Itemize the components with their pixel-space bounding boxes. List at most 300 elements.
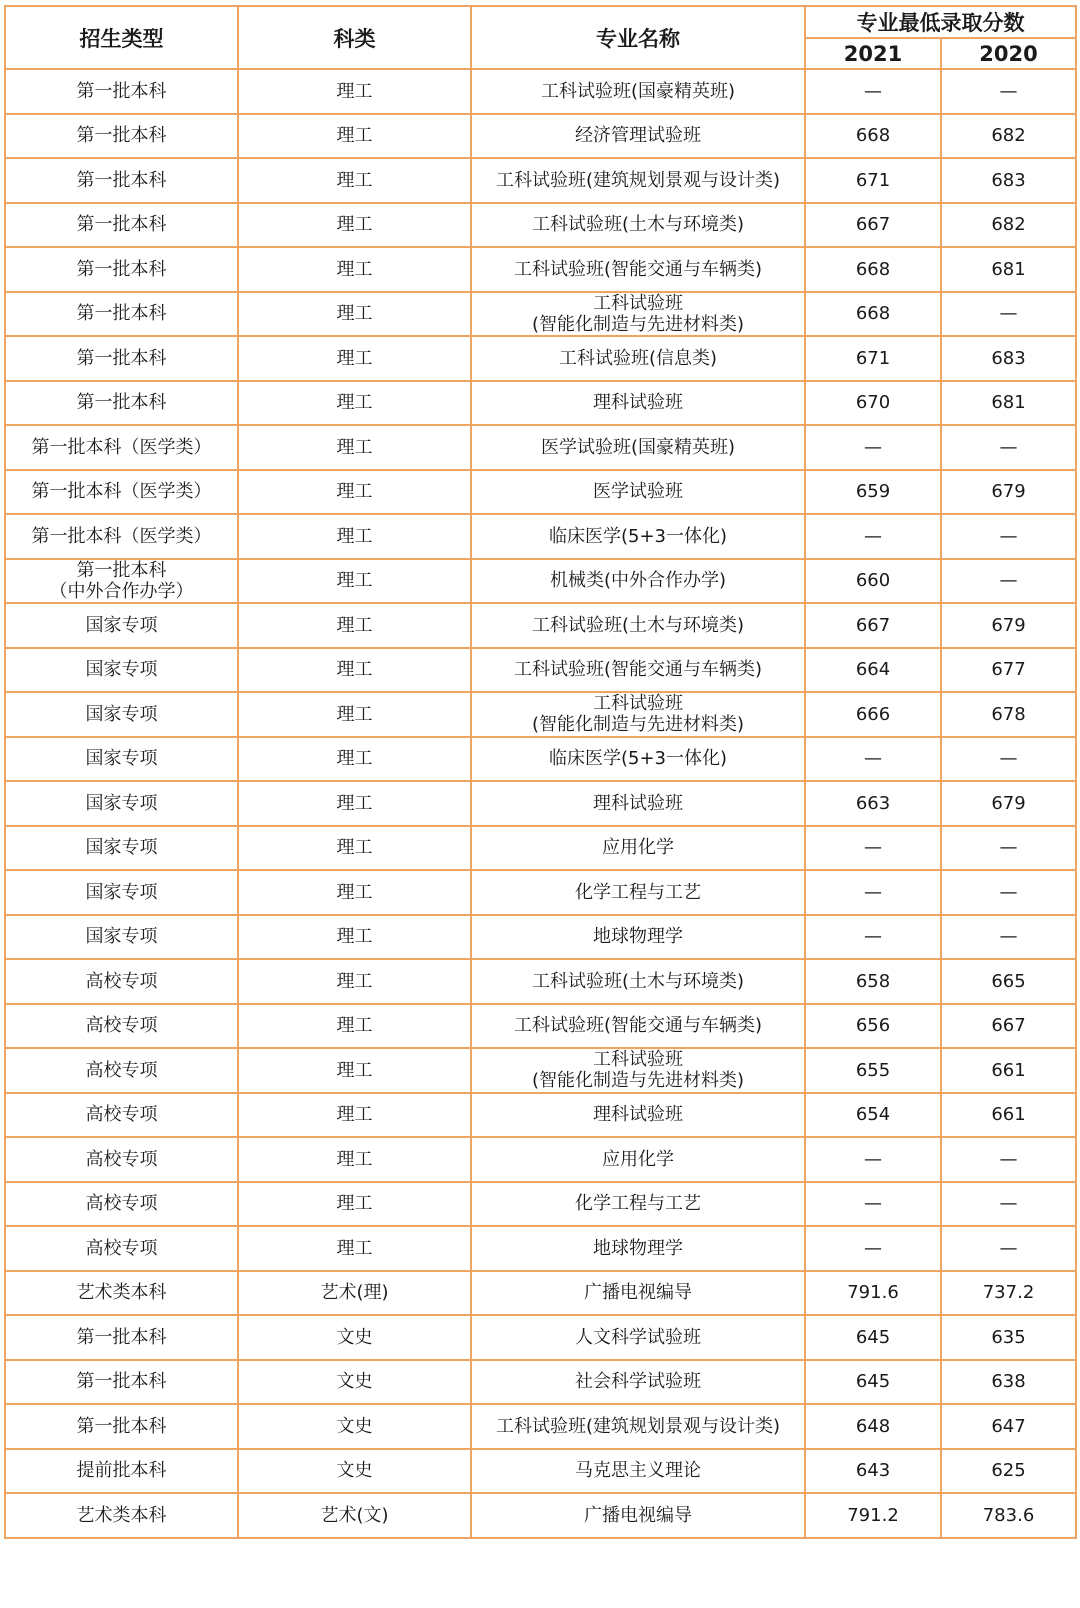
cell-major-name-text: (智能化制造与先进材料类) <box>531 1070 745 1092</box>
table-row <box>5 292 1076 337</box>
table-row <box>5 870 1076 915</box>
table-row <box>5 1315 1076 1360</box>
cell-subject-category-text: 理工 <box>336 748 373 770</box>
cell-score-2020 <box>941 603 1076 648</box>
cell-score-2020-text: — <box>999 926 1018 948</box>
table-row <box>5 425 1076 470</box>
cell-score-2021 <box>805 559 941 604</box>
cell-major-name <box>471 425 805 470</box>
cell-admission-type <box>5 381 238 426</box>
cell-subject-category-text: 理工 <box>336 481 373 503</box>
cell-admission-type <box>5 1182 238 1227</box>
cell-subject-category <box>238 69 471 114</box>
cell-score-2020-text: — <box>999 436 1018 458</box>
cell-subject-category-text: 理工 <box>336 792 373 814</box>
cell-subject-category-text: 理工 <box>336 1015 373 1037</box>
cell-admission-type-text: 高校专项 <box>85 1015 158 1037</box>
table-row <box>5 114 1076 159</box>
cell-admission-type-text: 第一批本科（医学类） <box>31 525 212 547</box>
cell-subject-category <box>238 514 471 559</box>
cell-admission-type <box>5 1493 238 1538</box>
cell-subject-category <box>238 1004 471 1049</box>
cell-score-2020 <box>941 915 1076 960</box>
cell-score-2021 <box>805 1137 941 1182</box>
cell-subject-category-text: 理工 <box>336 1148 373 1170</box>
cell-score-2020-text: — <box>999 1148 1018 1170</box>
cell-admission-type-text: 艺术类本科 <box>76 1282 167 1304</box>
cell-admission-type <box>5 959 238 1004</box>
cell-major-name-text: 临床医学(5+3一体化) <box>548 748 728 770</box>
cell-subject-category <box>238 959 471 1004</box>
cell-major-name-text: 广播电视编导 <box>584 1504 692 1526</box>
cell-admission-type-text: 第一批本科 <box>76 125 167 147</box>
cell-score-2021-text: — <box>864 1148 882 1170</box>
table-row <box>5 1004 1076 1049</box>
cell-score-2021 <box>805 1004 941 1049</box>
cell-admission-type-text: 第一批本科 <box>76 347 167 369</box>
cell-major-name-text: 工科试验班 <box>593 693 683 715</box>
cell-score-2021-text: 671 <box>855 169 891 191</box>
cell-major-name-text: 理科试验班 <box>593 1104 683 1126</box>
cell-score-2020-text: — <box>999 570 1018 592</box>
table-row <box>5 158 1076 203</box>
admission-score-table <box>4 5 1077 1539</box>
cell-major-name <box>471 381 805 426</box>
cell-major-name <box>471 870 805 915</box>
cell-subject-category-text: 理工 <box>336 214 373 236</box>
cell-subject-category <box>238 1493 471 1538</box>
cell-score-2020-text: — <box>999 525 1018 547</box>
cell-score-2020-text: — <box>999 80 1018 102</box>
cell-score-2020-text: — <box>999 1237 1018 1259</box>
cell-major-name <box>471 737 805 782</box>
cell-score-2020 <box>941 1182 1076 1227</box>
cell-subject-category <box>238 1315 471 1360</box>
cell-score-2020-text: — <box>999 881 1018 903</box>
cell-major-name-text: 机械类(中外合作办学) <box>549 570 727 592</box>
cell-score-2020 <box>941 470 1076 515</box>
cell-subject-category-text: 理工 <box>336 347 373 369</box>
cell-admission-type <box>5 336 238 381</box>
cell-major-name-text: 工科试验班(土木与环境类) <box>531 614 745 636</box>
cell-admission-type <box>5 559 238 604</box>
cell-major-name-text: 工科试验班(智能交通与车辆类) <box>513 258 763 280</box>
table-row <box>5 1449 1076 1494</box>
cell-score-2021-text: — <box>864 436 882 458</box>
cell-admission-type <box>5 69 238 114</box>
cell-admission-type-text: （中外合作办学） <box>49 580 194 602</box>
cell-score-2021-text: 668 <box>855 125 891 147</box>
cell-major-name <box>471 470 805 515</box>
cell-score-2020-text: 677 <box>991 659 1026 681</box>
cell-admission-type <box>5 1271 238 1316</box>
cell-major-name <box>471 1093 805 1138</box>
cell-admission-type-text: 第一批本科 <box>76 80 167 102</box>
cell-score-2021 <box>805 1360 941 1405</box>
cell-admission-type-text: 国家专项 <box>85 614 158 636</box>
table-row <box>5 1360 1076 1405</box>
cell-score-2021-text: — <box>864 881 882 903</box>
cell-score-2020-text: 661 <box>991 1059 1026 1081</box>
table-row <box>5 603 1076 648</box>
cell-score-2020 <box>941 1315 1076 1360</box>
cell-major-name <box>471 336 805 381</box>
cell-score-2021 <box>805 336 941 381</box>
table-row <box>5 737 1076 782</box>
cell-score-2020 <box>941 247 1076 292</box>
cell-score-2020-text: 683 <box>991 169 1026 191</box>
cell-admission-type-text: 高校专项 <box>85 1104 158 1126</box>
cell-score-2020 <box>941 514 1076 559</box>
cell-major-name-text: 工科试验班(土木与环境类) <box>531 214 745 236</box>
cell-subject-category <box>238 1404 471 1449</box>
cell-admission-type-text: 第一批本科 <box>76 214 167 236</box>
cell-score-2021 <box>805 870 941 915</box>
cell-subject-category <box>238 559 471 604</box>
cell-score-2020 <box>941 336 1076 381</box>
cell-admission-type <box>5 470 238 515</box>
cell-score-2021-text: 667 <box>855 614 891 636</box>
cell-score-2021-text: 648 <box>855 1415 891 1437</box>
cell-subject-category <box>238 1093 471 1138</box>
cell-subject-category <box>238 603 471 648</box>
cell-score-2021-text: 668 <box>855 303 891 325</box>
cell-major-name-text: 经济管理试验班 <box>575 125 701 147</box>
cell-subject-category <box>238 1449 471 1494</box>
cell-score-2021 <box>805 425 941 470</box>
cell-admission-type-text: 国家专项 <box>85 748 158 770</box>
cell-score-2021-text: 666 <box>855 703 891 725</box>
cell-major-name-text: 工科试验班(国豪精英班) <box>540 80 736 102</box>
cell-admission-type-text: 第一批本科 <box>76 1371 167 1393</box>
cell-admission-type-text: 提前批本科 <box>76 1460 167 1482</box>
cell-admission-type <box>5 692 238 737</box>
cell-score-2021-text: — <box>864 748 882 770</box>
cell-admission-type <box>5 1048 238 1093</box>
cell-score-2021 <box>805 470 941 515</box>
table-row <box>5 1226 1076 1271</box>
cell-score-2020 <box>941 1360 1076 1405</box>
table-row <box>5 1493 1076 1538</box>
cell-major-name-text: (智能化制造与先进材料类) <box>531 313 745 335</box>
cell-major-name <box>471 826 805 871</box>
cell-major-name-text: 工科试验班(信息类) <box>558 347 718 369</box>
cell-admission-type <box>5 292 238 337</box>
cell-score-2020-text: 737.2 <box>982 1282 1035 1304</box>
cell-score-2021 <box>805 1493 941 1538</box>
cell-admission-type-text: 国家专项 <box>85 792 158 814</box>
cell-score-2020-text: 667 <box>991 1015 1026 1037</box>
header-min-score-group: 专业最低录取分数 <box>805 6 1076 38</box>
cell-score-2021 <box>805 381 941 426</box>
cell-score-2020 <box>941 1449 1076 1494</box>
cell-score-2020 <box>941 1404 1076 1449</box>
cell-major-name-text: 工科试验班(土木与环境类) <box>531 970 745 992</box>
table-row <box>5 826 1076 871</box>
cell-admission-type-text: 第一批本科 <box>76 392 167 414</box>
cell-score-2020 <box>941 1271 1076 1316</box>
cell-score-2020 <box>941 692 1076 737</box>
cell-admission-type <box>5 1360 238 1405</box>
cell-subject-category-text: 理工 <box>336 1237 373 1259</box>
cell-admission-type-text: 高校专项 <box>85 970 158 992</box>
cell-subject-category <box>238 781 471 826</box>
cell-subject-category <box>238 114 471 159</box>
cell-subject-category-text: 艺术(文) <box>320 1504 389 1526</box>
cell-score-2021 <box>805 959 941 1004</box>
table-row <box>5 1271 1076 1316</box>
cell-score-2020 <box>941 114 1076 159</box>
cell-score-2021 <box>805 514 941 559</box>
cell-major-name <box>471 1271 805 1316</box>
cell-score-2020 <box>941 425 1076 470</box>
cell-admission-type-text: 第一批本科（医学类） <box>31 436 212 458</box>
cell-admission-type-text: 高校专项 <box>85 1193 158 1215</box>
cell-major-name-text: 社会科学试验班 <box>575 1371 701 1393</box>
cell-score-2020-text: 625 <box>991 1460 1026 1482</box>
cell-subject-category <box>238 1182 471 1227</box>
table-row <box>5 470 1076 515</box>
cell-score-2020 <box>941 292 1076 337</box>
table-row <box>5 1404 1076 1449</box>
cell-major-name <box>471 959 805 1004</box>
cell-admission-type <box>5 781 238 826</box>
cell-major-name <box>471 514 805 559</box>
cell-subject-category-text: 理工 <box>336 970 373 992</box>
cell-score-2020 <box>941 381 1076 426</box>
cell-major-name <box>471 292 805 337</box>
table-header <box>5 6 1076 69</box>
cell-subject-category-text: 理工 <box>336 1104 373 1126</box>
cell-score-2020 <box>941 559 1076 604</box>
cell-admission-type <box>5 603 238 648</box>
table-row <box>5 514 1076 559</box>
cell-score-2020 <box>941 826 1076 871</box>
cell-score-2021-text: 791.6 <box>847 1282 899 1304</box>
cell-admission-type <box>5 1004 238 1049</box>
cell-score-2021 <box>805 1226 941 1271</box>
cell-subject-category-text: 艺术(理) <box>320 1282 389 1304</box>
cell-major-name <box>471 1404 805 1449</box>
cell-score-2020 <box>941 203 1076 248</box>
cell-score-2020 <box>941 870 1076 915</box>
table-row <box>5 247 1076 292</box>
cell-subject-category <box>238 692 471 737</box>
cell-score-2020 <box>941 1226 1076 1271</box>
header-year-2020: 2020 <box>941 38 1076 69</box>
cell-subject-category-text: 理工 <box>336 881 373 903</box>
cell-admission-type <box>5 870 238 915</box>
cell-major-name <box>471 1360 805 1405</box>
cell-score-2020-text: 665 <box>991 970 1026 992</box>
cell-admission-type <box>5 826 238 871</box>
table-row <box>5 1093 1076 1138</box>
cell-score-2021 <box>805 826 941 871</box>
cell-score-2021-text: 660 <box>855 570 891 592</box>
cell-major-name-text: 工科试验班(建筑规划景观与设计类) <box>495 169 781 191</box>
cell-subject-category <box>238 915 471 960</box>
cell-major-name-text: 工科试验班 <box>593 1049 683 1071</box>
cell-score-2021 <box>805 292 941 337</box>
cell-score-2021 <box>805 1315 941 1360</box>
cell-score-2021 <box>805 1404 941 1449</box>
cell-score-2021-text: 643 <box>855 1460 891 1482</box>
cell-score-2020-text: — <box>999 303 1018 325</box>
cell-score-2021 <box>805 247 941 292</box>
cell-score-2021 <box>805 781 941 826</box>
cell-admission-type-text: 第一批本科 <box>76 258 167 280</box>
cell-score-2021 <box>805 1449 941 1494</box>
cell-score-2020 <box>941 1493 1076 1538</box>
cell-subject-category-text: 理工 <box>336 703 373 725</box>
cell-subject-category-text: 文史 <box>336 1415 373 1437</box>
cell-major-name <box>471 203 805 248</box>
cell-major-name <box>471 692 805 737</box>
cell-major-name-text: 工科试验班(智能交通与车辆类) <box>513 1015 763 1037</box>
cell-score-2020 <box>941 959 1076 1004</box>
cell-subject-category-text: 理工 <box>336 169 373 191</box>
cell-admission-type <box>5 514 238 559</box>
cell-admission-type <box>5 648 238 693</box>
cell-score-2020-text: 681 <box>991 392 1026 414</box>
cell-score-2020-text: — <box>999 1193 1018 1215</box>
cell-score-2020-text: 635 <box>991 1326 1026 1348</box>
admission-score-table-container <box>4 5 1075 1539</box>
cell-score-2021 <box>805 603 941 648</box>
cell-subject-category <box>238 870 471 915</box>
cell-major-name-text: 马克思主义理论 <box>575 1460 701 1482</box>
cell-subject-category <box>238 381 471 426</box>
cell-subject-category-text: 理工 <box>336 570 373 592</box>
table-row <box>5 336 1076 381</box>
cell-admission-type-text: 艺术类本科 <box>76 1504 167 1526</box>
cell-score-2020-text: 683 <box>991 347 1026 369</box>
cell-subject-category-text: 理工 <box>336 436 373 458</box>
cell-admission-type-text: 国家专项 <box>85 659 158 681</box>
cell-admission-type <box>5 425 238 470</box>
cell-admission-type <box>5 1093 238 1138</box>
header-year-2021: 2021 <box>805 38 941 69</box>
cell-admission-type-text: 第一批本科 <box>76 1415 167 1437</box>
cell-subject-category-text: 理工 <box>336 926 373 948</box>
cell-subject-category-text: 理工 <box>336 258 373 280</box>
table-row <box>5 1137 1076 1182</box>
cell-major-name-text: 工科试验班(智能交通与车辆类) <box>513 659 763 681</box>
table-row <box>5 69 1076 114</box>
header-admission-type: 招生类型 <box>5 6 238 69</box>
cell-subject-category-text: 文史 <box>336 1460 373 1482</box>
cell-score-2021-text: 654 <box>855 1104 891 1126</box>
cell-subject-category <box>238 425 471 470</box>
cell-score-2021 <box>805 1048 941 1093</box>
cell-score-2021 <box>805 1182 941 1227</box>
cell-admission-type <box>5 915 238 960</box>
cell-admission-type <box>5 247 238 292</box>
cell-major-name-text: 应用化学 <box>602 1148 674 1170</box>
cell-score-2020-text: 678 <box>991 703 1026 725</box>
cell-admission-type <box>5 1449 238 1494</box>
cell-score-2021-text: — <box>864 1237 882 1259</box>
cell-score-2021-text: 670 <box>855 392 891 414</box>
cell-score-2021-text: 645 <box>855 1371 891 1393</box>
cell-subject-category-text: 理工 <box>336 1193 373 1215</box>
cell-major-name <box>471 1449 805 1494</box>
cell-admission-type-text: 高校专项 <box>85 1059 158 1081</box>
cell-subject-category <box>238 737 471 782</box>
cell-major-name <box>471 1226 805 1271</box>
table-row <box>5 915 1076 960</box>
cell-major-name <box>471 1182 805 1227</box>
cell-subject-category-text: 理工 <box>336 659 373 681</box>
cell-score-2021-text: 659 <box>855 481 891 503</box>
header-major-name: 专业名称 <box>471 6 805 69</box>
cell-major-name-text: 广播电视编导 <box>584 1282 692 1304</box>
cell-major-name <box>471 1048 805 1093</box>
cell-score-2021-text: 664 <box>855 659 891 681</box>
cell-score-2021-text: 656 <box>855 1015 891 1037</box>
cell-major-name <box>471 603 805 648</box>
cell-score-2020 <box>941 1048 1076 1093</box>
cell-major-name-text: 理科试验班 <box>593 792 683 814</box>
cell-major-name-text: 医学试验班 <box>593 481 683 503</box>
cell-admission-type <box>5 158 238 203</box>
cell-score-2021 <box>805 692 941 737</box>
table-row <box>5 381 1076 426</box>
cell-score-2021-text: — <box>864 926 882 948</box>
cell-score-2020-text: 682 <box>991 214 1026 236</box>
cell-score-2020-text: 679 <box>991 792 1026 814</box>
cell-subject-category <box>238 203 471 248</box>
cell-score-2021-text: — <box>864 1193 882 1215</box>
cell-score-2020-text: 679 <box>991 481 1026 503</box>
cell-admission-type-text: 高校专项 <box>85 1148 158 1170</box>
cell-subject-category-text: 理工 <box>336 125 373 147</box>
header-subject-category: 科类 <box>238 6 471 69</box>
table-row <box>5 648 1076 693</box>
cell-score-2021-text: 645 <box>855 1326 891 1348</box>
cell-major-name <box>471 1137 805 1182</box>
cell-subject-category-text: 理工 <box>336 392 373 414</box>
cell-score-2021 <box>805 114 941 159</box>
cell-major-name <box>471 915 805 960</box>
cell-subject-category-text: 理工 <box>336 303 373 325</box>
cell-admission-type <box>5 1226 238 1271</box>
cell-subject-category-text: 理工 <box>336 525 373 547</box>
cell-score-2021-text: — <box>864 525 882 547</box>
cell-score-2020 <box>941 648 1076 693</box>
cell-subject-category-text: 理工 <box>336 80 373 102</box>
cell-score-2020-text: 638 <box>991 1371 1026 1393</box>
cell-major-name-text: 医学试验班(国豪精英班) <box>540 436 736 458</box>
table-row <box>5 1048 1076 1093</box>
cell-major-name-text: 工科试验班 <box>593 292 683 314</box>
cell-major-name <box>471 1004 805 1049</box>
cell-major-name-text: 理科试验班 <box>593 392 683 414</box>
cell-subject-category <box>238 1048 471 1093</box>
cell-score-2020 <box>941 1137 1076 1182</box>
cell-major-name-text: (智能化制造与先进材料类) <box>531 714 745 736</box>
cell-subject-category <box>238 648 471 693</box>
cell-admission-type-text: 国家专项 <box>85 703 158 725</box>
cell-major-name-text: 地球物理学 <box>593 1237 683 1259</box>
cell-major-name <box>471 1315 805 1360</box>
cell-score-2020 <box>941 158 1076 203</box>
cell-score-2021-text: 791.2 <box>847 1504 899 1526</box>
cell-score-2021-text: 658 <box>855 970 891 992</box>
cell-major-name-text: 人文科学试验班 <box>575 1326 701 1348</box>
cell-subject-category <box>238 826 471 871</box>
cell-score-2020 <box>941 781 1076 826</box>
